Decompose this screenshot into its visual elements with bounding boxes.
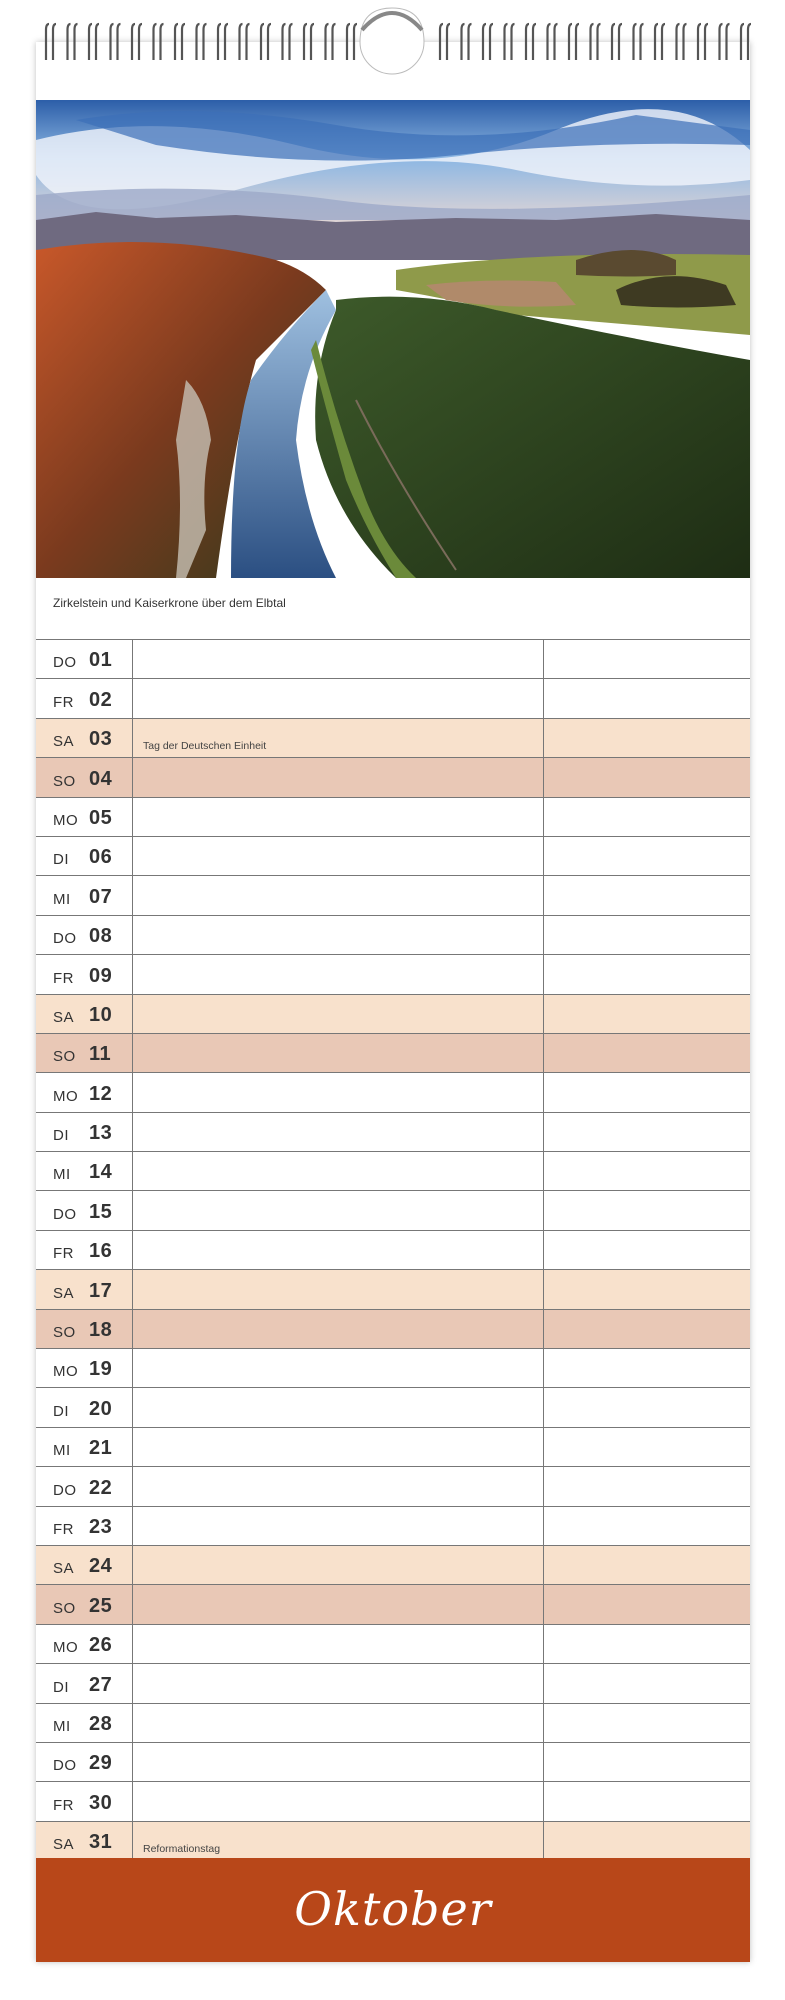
- binding-ring: [182, 24, 185, 60]
- weekday-label: SO: [53, 1599, 76, 1617]
- note-cell[interactable]: [133, 1585, 544, 1623]
- day-number: 27: [89, 1673, 113, 1696]
- day-label-cell: [36, 1625, 133, 1663]
- day-label-cell: [36, 837, 133, 875]
- binding-ring: [175, 24, 178, 60]
- day-label-cell: [36, 1034, 133, 1072]
- note-cell[interactable]: [133, 995, 544, 1033]
- day-number: 12: [89, 1082, 113, 1105]
- day-row: [36, 1625, 750, 1664]
- day-row: [36, 1231, 750, 1270]
- day-label-cell: [36, 719, 133, 757]
- binding-ring: [483, 24, 486, 60]
- day-number: 22: [89, 1476, 113, 1499]
- day-label-cell: [36, 1113, 133, 1151]
- day-row: [36, 1034, 750, 1073]
- day-label-cell: [36, 1704, 133, 1742]
- note-cell[interactable]: [133, 719, 544, 757]
- day-number: 24: [89, 1555, 113, 1578]
- day-label-cell: [36, 1349, 133, 1387]
- day-row: [36, 1191, 750, 1230]
- weekday-label: DO: [53, 1205, 77, 1223]
- weekday-label: FR: [53, 693, 74, 711]
- day-label-cell: [36, 1231, 133, 1269]
- weekday-label: DI: [53, 851, 69, 869]
- day-number: 25: [89, 1594, 113, 1617]
- day-number: 06: [89, 846, 113, 869]
- day-row: [36, 1546, 750, 1585]
- day-label-cell: [36, 1428, 133, 1466]
- day-row: [36, 1152, 750, 1191]
- weekday-label: DI: [53, 1678, 69, 1696]
- weekday-label: FR: [53, 969, 74, 987]
- note-cell[interactable]: [133, 1349, 544, 1387]
- day-row: [36, 1073, 750, 1112]
- weekday-label: MI: [53, 1442, 71, 1460]
- day-row: [36, 640, 750, 679]
- day-row: [36, 1507, 750, 1546]
- binding-ring: [591, 24, 594, 60]
- note-cell[interactable]: [133, 1113, 544, 1151]
- binding-ring: [462, 24, 465, 60]
- binding-ring: [662, 24, 665, 60]
- binding-ring: [526, 24, 529, 60]
- note-cell[interactable]: [133, 1743, 544, 1781]
- binding-ring: [304, 24, 307, 60]
- weekday-label: SO: [53, 772, 76, 790]
- weekday-label: DO: [53, 930, 77, 948]
- note-cell[interactable]: [133, 1310, 544, 1348]
- day-label-cell: [36, 1467, 133, 1505]
- weekday-label: DO: [53, 1481, 77, 1499]
- weekday-label: MI: [53, 890, 71, 908]
- weekday-label: FR: [53, 1520, 74, 1538]
- weekday-label: MI: [53, 1717, 71, 1735]
- day-label-cell: [36, 1585, 133, 1623]
- note-cell[interactable]: [133, 1664, 544, 1702]
- day-number: 15: [89, 1200, 113, 1223]
- note-cell[interactable]: [133, 798, 544, 836]
- day-number: 08: [89, 925, 113, 948]
- day-row: [36, 1270, 750, 1309]
- holiday-label: Reformationstag: [143, 1843, 221, 1856]
- day-label-cell: [36, 1152, 133, 1190]
- binding-ring: [440, 24, 443, 60]
- binding-ring: [46, 24, 49, 60]
- day-row: [36, 1113, 750, 1152]
- note-cell[interactable]: [133, 1388, 544, 1426]
- binding-ring: [347, 24, 350, 60]
- binding-ring: [247, 24, 250, 60]
- binding-ring: [720, 24, 723, 60]
- binding-ring: [354, 24, 357, 60]
- day-label-cell: [36, 1270, 133, 1308]
- day-label-cell: [36, 1546, 133, 1584]
- note-cell[interactable]: [133, 1034, 544, 1072]
- day-row: [36, 1822, 750, 1861]
- day-row: [36, 955, 750, 994]
- day-number: 19: [89, 1358, 113, 1381]
- binding-ring: [154, 24, 157, 60]
- note-cell[interactable]: [133, 679, 544, 717]
- day-row: [36, 837, 750, 876]
- day-label-cell: [36, 1310, 133, 1348]
- binding-ring: [311, 24, 314, 60]
- note-cell[interactable]: [133, 1625, 544, 1663]
- day-number: 26: [89, 1634, 113, 1657]
- weekday-label: FR: [53, 1796, 74, 1814]
- binding-ring: [111, 24, 114, 60]
- day-label-cell: [36, 1191, 133, 1229]
- weekday-label: SA: [53, 1284, 75, 1302]
- day-number: 05: [89, 806, 113, 829]
- day-label-cell: [36, 955, 133, 993]
- weekday-label: MO: [53, 1363, 79, 1381]
- binding-ring: [53, 24, 56, 60]
- day-number: 23: [89, 1515, 113, 1538]
- binding-ring: [75, 24, 78, 60]
- binding-ring: [333, 24, 336, 60]
- binding-ring: [576, 24, 579, 60]
- weekday-label: SO: [53, 1324, 76, 1342]
- weekday-label: SO: [53, 1048, 76, 1066]
- binding-ring: [268, 24, 271, 60]
- note-cell[interactable]: [133, 1782, 544, 1820]
- binding-ring: [741, 24, 744, 60]
- day-number: 03: [89, 728, 113, 751]
- weekday-label: SA: [53, 1836, 75, 1854]
- day-row: [36, 1782, 750, 1821]
- binding-ring: [326, 24, 329, 60]
- day-number: 30: [89, 1791, 113, 1814]
- month-footer: [36, 1858, 750, 1962]
- note-cell[interactable]: [133, 1152, 544, 1190]
- day-number: 14: [89, 1161, 113, 1184]
- binding-ring: [68, 24, 71, 60]
- note-cell[interactable]: [133, 1822, 544, 1860]
- note-cell[interactable]: [133, 1073, 544, 1111]
- day-label-cell: [36, 995, 133, 1033]
- binding-ring: [469, 24, 472, 60]
- photo-caption: Zirkelstein und Kaiserkrone über dem Elbtal: [53, 596, 286, 610]
- weekday-label: DI: [53, 1127, 69, 1145]
- day-label-cell: [36, 798, 133, 836]
- note-cell[interactable]: [133, 758, 544, 796]
- weekday-label: MO: [53, 1087, 79, 1105]
- binding-ring: [490, 24, 493, 60]
- day-number: 28: [89, 1712, 113, 1735]
- binding-ring: [447, 24, 450, 60]
- day-row: [36, 1467, 750, 1506]
- binding-ring: [533, 24, 536, 60]
- binding-ring: [218, 24, 221, 60]
- holiday-label: Tag der Deutschen Einheit: [143, 740, 267, 753]
- binding-ring: [512, 24, 515, 60]
- binding-ring: [197, 24, 200, 60]
- binding-ring: [118, 24, 121, 60]
- day-label-cell: [36, 1388, 133, 1426]
- day-row: [36, 1349, 750, 1388]
- day-number: 02: [89, 688, 113, 711]
- caption-area: [36, 578, 750, 638]
- day-number: 18: [89, 1319, 113, 1342]
- day-label-cell: [36, 916, 133, 954]
- binding-ring: [240, 24, 243, 60]
- day-number: 31: [89, 1831, 113, 1854]
- day-label-cell: [36, 1664, 133, 1702]
- binding-ring: [748, 24, 751, 60]
- note-cell[interactable]: [133, 1507, 544, 1545]
- weekday-label: MO: [53, 1639, 79, 1657]
- day-row: [36, 679, 750, 718]
- day-row: [36, 995, 750, 1034]
- weekday-label: SA: [53, 1008, 75, 1026]
- weekday-label: SA: [53, 1560, 75, 1578]
- binding-ring: [598, 24, 601, 60]
- binding-ring: [204, 24, 207, 60]
- binding-ring: [548, 24, 551, 60]
- weekday-label: MO: [53, 811, 79, 829]
- day-row: [36, 1388, 750, 1427]
- day-label-cell: [36, 1782, 133, 1820]
- weekday-label: DO: [53, 1757, 77, 1775]
- day-label-cell: [36, 679, 133, 717]
- weekday-label: FR: [53, 1245, 74, 1263]
- note-cell[interactable]: [133, 955, 544, 993]
- day-row: [36, 916, 750, 955]
- weekday-label: MI: [53, 1166, 71, 1184]
- binding-ring: [634, 24, 637, 60]
- weekday-label: DI: [53, 1402, 69, 1420]
- day-row: [36, 1585, 750, 1624]
- day-row: [36, 798, 750, 837]
- day-number: 21: [89, 1437, 113, 1460]
- day-label-cell: [36, 640, 133, 678]
- binding-ring: [641, 24, 644, 60]
- day-row: [36, 1428, 750, 1467]
- day-label-cell: [36, 876, 133, 914]
- day-number: 01: [89, 649, 113, 672]
- binding-ring: [89, 24, 92, 60]
- day-row: [36, 1704, 750, 1743]
- note-cell[interactable]: [133, 1231, 544, 1269]
- note-cell[interactable]: [133, 640, 544, 678]
- day-number: 07: [89, 885, 113, 908]
- binding-ring: [96, 24, 99, 60]
- note-cell[interactable]: [133, 876, 544, 914]
- binding-ring: [684, 24, 687, 60]
- binding-ring: [569, 24, 572, 60]
- binding-ring: [655, 24, 658, 60]
- note-cell[interactable]: [133, 1546, 544, 1584]
- binding-ring: [225, 24, 228, 60]
- weekday-label: SA: [53, 733, 75, 751]
- day-number: 17: [89, 1279, 113, 1302]
- month-title: Oktober: [294, 1882, 492, 1936]
- note-cell[interactable]: [133, 1191, 544, 1229]
- day-label-cell: [36, 1507, 133, 1545]
- hanger-notch: [360, 8, 424, 74]
- binding-ring: [612, 24, 615, 60]
- day-row: [36, 719, 750, 758]
- day-number: 04: [89, 767, 113, 790]
- calendar-table: [36, 639, 750, 1861]
- note-cell[interactable]: [133, 1467, 544, 1505]
- day-number: 09: [89, 964, 113, 987]
- day-number: 10: [89, 1003, 113, 1026]
- binding-ring: [139, 24, 142, 60]
- day-label-cell: [36, 1822, 133, 1860]
- binding-ring: [727, 24, 730, 60]
- day-label-cell: [36, 1743, 133, 1781]
- day-row: [36, 1664, 750, 1703]
- binding-ring: [132, 24, 135, 60]
- binding-ring: [677, 24, 680, 60]
- day-number: 20: [89, 1397, 113, 1420]
- day-number: 13: [89, 1122, 113, 1145]
- day-row: [36, 1310, 750, 1349]
- binding-ring: [705, 24, 708, 60]
- day-label-cell: [36, 1073, 133, 1111]
- binding-ring: [261, 24, 264, 60]
- day-row: [36, 758, 750, 797]
- binding-ring: [555, 24, 558, 60]
- note-cell[interactable]: [133, 916, 544, 954]
- note-cell[interactable]: [133, 837, 544, 875]
- binding-ring: [290, 24, 293, 60]
- binding-ring: [619, 24, 622, 60]
- weekday-label: DO: [53, 654, 77, 672]
- day-number: 29: [89, 1752, 113, 1775]
- day-number: 11: [89, 1043, 112, 1066]
- binding-ring: [698, 24, 701, 60]
- binding-ring: [505, 24, 508, 60]
- day-row: [36, 1743, 750, 1782]
- note-cell[interactable]: [133, 1704, 544, 1742]
- binding-ring: [161, 24, 164, 60]
- note-cell[interactable]: [133, 1270, 544, 1308]
- binding-ring: [283, 24, 286, 60]
- day-number: 16: [89, 1240, 113, 1263]
- landscape-photo: [36, 100, 750, 578]
- note-cell[interactable]: [133, 1428, 544, 1466]
- spiral-binding: [0, 0, 785, 80]
- day-row: [36, 876, 750, 915]
- day-label-cell: [36, 758, 133, 796]
